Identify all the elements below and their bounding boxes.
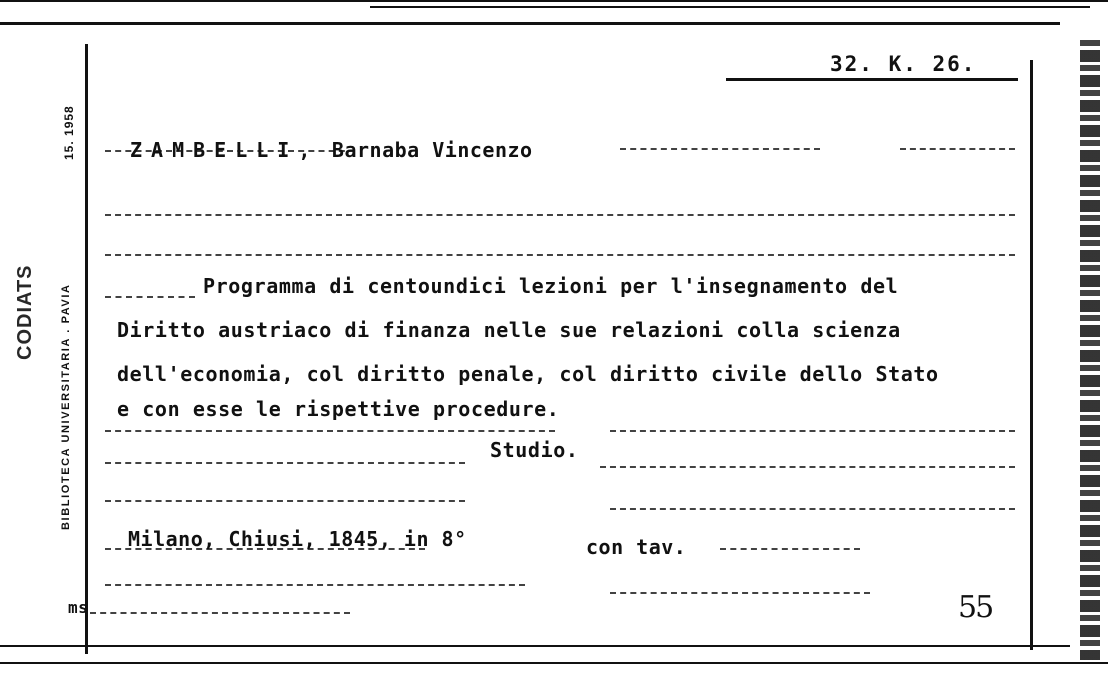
left-margin-stamp: CODIATS	[14, 264, 36, 360]
bottom-border-line	[0, 645, 1070, 647]
library-stamp: BIBLIOTECA UNIVERSITARIA . PAVIA	[60, 283, 72, 530]
title-line-2: Diritto austriaco di finanza nelle sue relazioni colla scienza	[117, 318, 901, 342]
ruling-line	[90, 612, 350, 614]
top-border-line	[0, 0, 1108, 2]
shelfmark: 32. K. 26.	[830, 52, 977, 76]
author-given-names: Barnaba Vincenzo	[331, 138, 533, 162]
ruling-line	[610, 508, 1015, 510]
ruling-line	[105, 584, 525, 586]
imprint: Milano, Chiusi, 1845, in 8°	[128, 527, 467, 551]
shelfmark-underline	[726, 78, 1018, 81]
author-heading	[130, 138, 533, 162]
bottom-border-line-2	[0, 662, 1108, 664]
ruling-line	[600, 466, 1015, 468]
ruling-line	[105, 296, 195, 298]
right-margin-rule	[1030, 60, 1033, 650]
top-border-line-2	[370, 6, 1090, 8]
handwritten-note: 55	[958, 590, 993, 625]
ruling-line	[720, 548, 860, 550]
ruling-line	[610, 430, 1015, 432]
subtitle: Studio.	[490, 438, 579, 462]
ruling-line	[105, 254, 1015, 256]
ruling-line	[105, 500, 465, 502]
scanned-right-edge	[1080, 40, 1100, 660]
extent-note: con tav.	[586, 535, 687, 559]
stamp-date: 15. 1958	[62, 105, 76, 160]
top-border-line-3	[0, 22, 1060, 25]
ruling-line	[105, 214, 1015, 216]
ruling-line	[900, 148, 1015, 150]
author-surname: ZAMBELLI,	[130, 138, 320, 162]
ruling-line	[620, 148, 820, 150]
title-line-1: Programma di centoundici lezioni per l'insegnamento del	[203, 274, 899, 298]
ruling-line	[610, 592, 870, 594]
ruling-line	[105, 430, 555, 432]
ruling-line	[105, 462, 465, 464]
ms-mark: ms	[68, 598, 89, 617]
title-line-3: dell'economia, col diritto penale, col diritto civile dello Stato	[117, 362, 939, 386]
title-line-4: e con esse le rispettive procedure.	[117, 397, 560, 421]
left-margin-rule	[85, 44, 88, 654]
